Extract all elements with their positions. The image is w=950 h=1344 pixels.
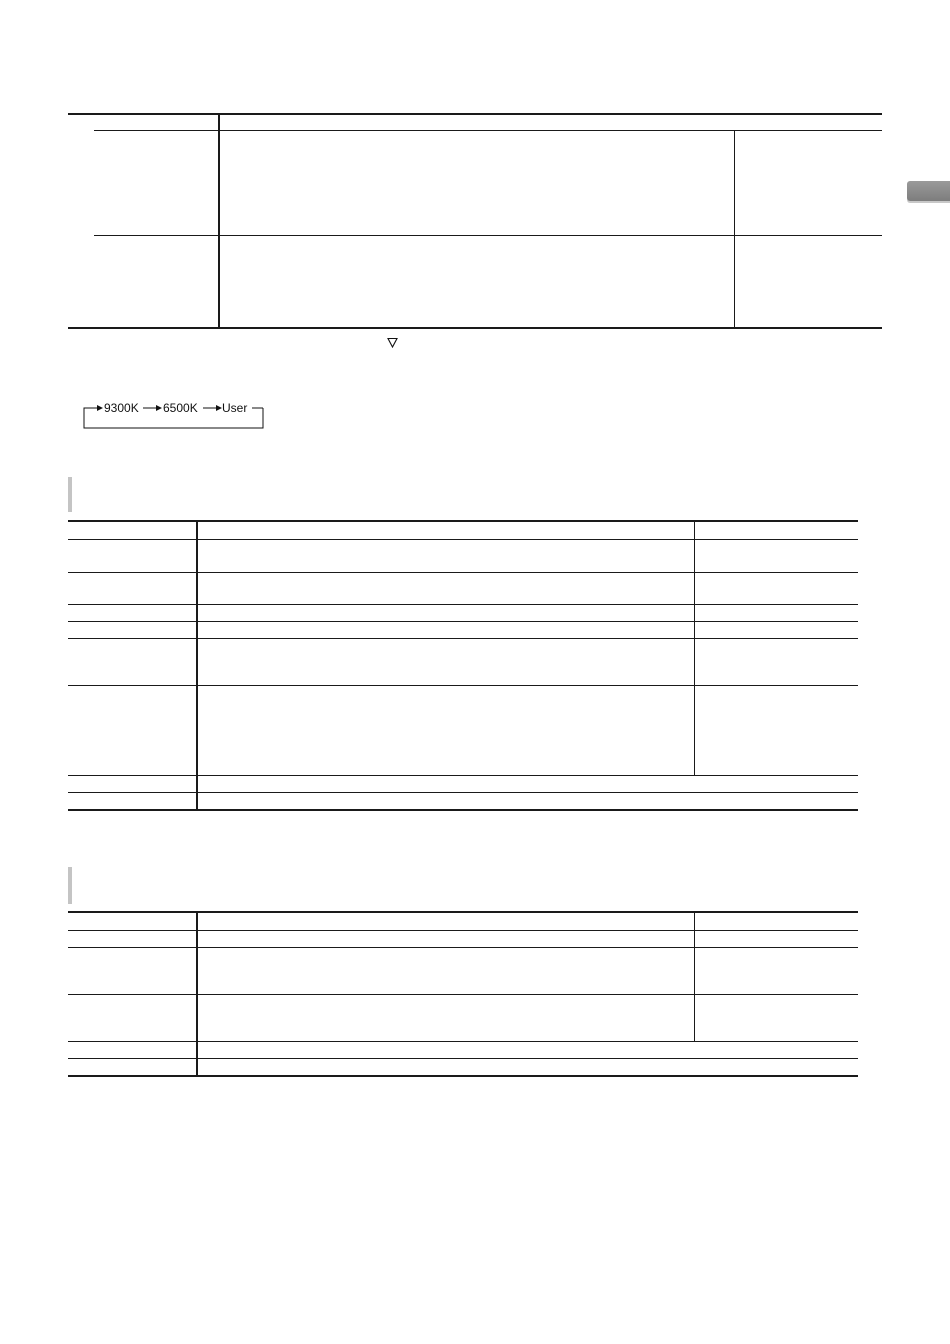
table-row: [94, 235, 882, 236]
table-row: [68, 539, 858, 540]
cycle-step-9300k: 9300K: [104, 401, 139, 415]
table-row: [68, 775, 858, 776]
table-row: [68, 638, 858, 639]
cycle-step-user: User: [222, 401, 248, 415]
table-row: [68, 604, 858, 605]
cycle-step-6500k: 6500K: [163, 401, 198, 415]
triangle-down-outline-icon: [387, 337, 398, 348]
table-row: [68, 572, 858, 573]
table-row: [68, 1041, 858, 1042]
table-row: [68, 947, 858, 948]
table-row: [68, 792, 858, 793]
table-row: [68, 994, 858, 995]
table-row: [68, 930, 858, 931]
table-row: [94, 130, 882, 131]
table-row: [68, 621, 858, 622]
section-heading-marker: [68, 477, 72, 512]
table-row: [68, 685, 858, 686]
section-heading-marker: [68, 867, 72, 904]
table-row: [68, 1058, 858, 1059]
section-index-tab: [907, 181, 950, 201]
